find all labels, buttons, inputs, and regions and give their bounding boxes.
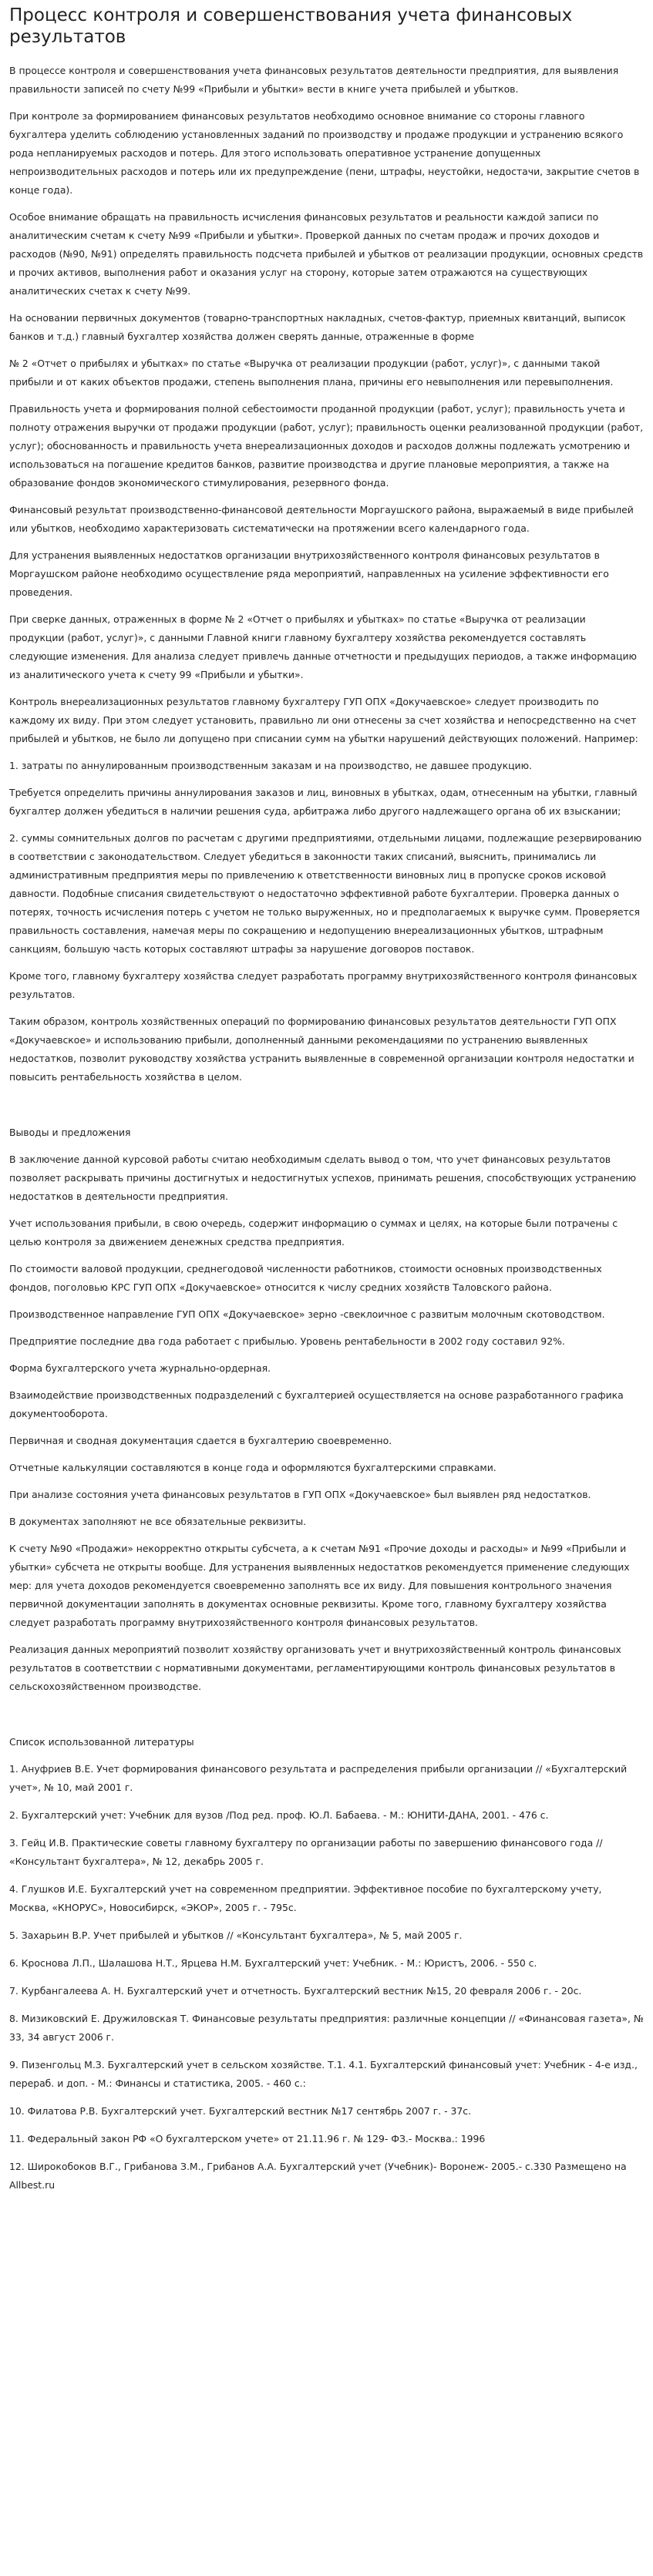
paragraph: Отчетные калькуляции составляются в конце года и оформляются бухгалтерскими справками.: [9, 1462, 496, 1473]
paragraph: К счету №90 «Продажи» некорректно открыты субсчета, а к счетам №91 «Прочие доходы и расходы» и №99 «Прибыли и убытки» субсчета не открыты вообще. Для устранения выявленных недостатков рекомендуется применение следующих мер: для учета доходов рекомендуется своевременно заполнять все их виду. Для повышения контрольного значения первичной документации заполнять в документах основные реквизиты. Кроме того, главному бухгалтеру хозяйства следует разработать программу внутрихозяйственного контроля финансовых результатов.: [9, 1543, 630, 1628]
paragraph: Взаимодействие производственных подразделений с бухгалтерией осуществляется на основе разработанного графика документооборота.: [9, 1389, 624, 1419]
paragraph: № 2 «Отчет о прибылях и убытках» по статье «Выручка от реализации продукции (работ, услуг)», с данными такой прибыли и от каких объектов продажи, степень выполнения плана, причины его невыполнения или перевыполнения.: [9, 358, 614, 388]
paragraph: Таким образом, контроль хозяйственных операций по формированию финансовых результатов деятельности ГУП ОПХ «Докучаевское» и использованию прибыли, дополненный данными рекомендациями по устранению выявленных недостатков, позволит руководству хозяйства устранить выявленные в современной организации контроля недостатки и повысить рентабельность хозяйства в целом.: [9, 1016, 634, 1083]
reference-item: 1. Ануфриев В.Е. Учет формирования финансового результата и распределения прибыли организации // «Бухгалтерский учет», № 10, май 2001 г.: [9, 1763, 628, 1793]
paragraph: При анализе состояния учета финансовых результатов в ГУП ОПХ «Докучаевское» был выявлен ряд недостатков.: [9, 1489, 591, 1500]
paragraph: Правильность учета и формирования полной себестоимости проданной продукции (работ, услуг); правильность учета и полноту отражения выручки от продажи продукции (работ, услуг); правильность оценки реализованной продукции (работ, услуг); обоснованность и правильность учета внереализационных доходов и расходов должны подлежать усмотрению и использоваться на погашение кредитов банков, развитие производства и другие плановые мероприятия, а также на образование фондов экономического стимулирования, резервного фонда.: [9, 403, 644, 489]
reference-item: 3. Гейц И.В. Практические советы главному бухгалтеру по организации работы по завершению финансового года // «Консультант бухгалтера», № 12, декабрь 2005 г.: [9, 1837, 603, 1867]
document-title: Процесс контроля и совершенствования учета финансовых результатов: [9, 5, 573, 47]
reference-item: 4. Глушков И.Е. Бухгалтерский учет на современном предприятии. Эффективное пособие по бухгалтерскому учету, Москва, «КНОРУС», Новосибирск, «ЭКОР», 2005 г. - 795с.: [9, 1883, 602, 1913]
paragraph: Для устранения выявленных недостатков организации внутрихозяйственного контроля финансовых результатов в Моргаушском районе необходимо осуществление ряда мероприятий, направленных на усиление эффективности его проведения.: [9, 549, 609, 598]
paragraph: Требуется определить причины аннулирования заказов и лиц, виновных в убытках, одам, отнесенным на убытки, главный бухгалтер должен убедиться в наличии решения суда, арбитража либо другого надлежащего органа об их взыскании;: [9, 787, 638, 817]
paragraph: Реализация данных мероприятий позволит хозяйству организовать учет и внутрихозяйственный контроль финансовых результатов в соответствии с нормативными документами, регламентирующими контроль финансовых результатов в сельскохозяйственном производстве.: [9, 1644, 621, 1692]
paragraph: Особое внимание обращать на правильность исчисления финансовых результатов и реальности каждой записи по аналитическим счетам к счету №99 «Прибыли и убытки». Проверкой данных по счетам продаж и прочих доходов и расходов (№90, №91) определять правильность подсчета прибылей и убытков от реализации продукции, основных средств и прочих активов, выполнения работ и оказания услуг на сторону, которые затем отражаются на существующих аналитических счетах к счету №99.: [9, 211, 644, 297]
reference-item: 6. Кроснова Л.П., Шалашова Н.Т., Ярцева Н.М. Бухгалтерский учет: Учебник. - М.: Юристъ, 2006. - 550 с.: [9, 1957, 537, 1969]
paragraph: Учет использования прибыли, в свою очередь, содержит информацию о суммах и целях, на которые были потрачены с целью контроля за движением денежных средства предприятия.: [9, 1217, 618, 1248]
reference-item: 10. Филатова Р.В. Бухгалтерский учет. Бухгалтерский вестник №17 сентябрь 2007 г. - 37с.: [9, 2105, 472, 2117]
reference-item: 5. Захарьин В.Р. Учет прибылей и убытков // «Консультант бухгалтера», № 5, май 2005 г.: [9, 1929, 463, 1941]
body-section: [9, 62, 644, 1086]
references-heading: Список использованной литературы: [9, 1736, 194, 1748]
paragraph: При сверке данных, отраженных в форме № 2 «Отчет о прибылях и убытках» по статье «Выручка от реализации продукции (работ, услуг)», с данными Главной книги главному бухгалтеру хозяйства рекомендуется составлять следующие изменения. Для анализа следует привлечь данные отчетности и предыдущих периодов, а также информацию из аналитического учета к счету 99 «Прибыли и убытки».: [9, 613, 637, 680]
reference-item: 9. Пизенгольц М.З. Бухгалтерский учет в сельском хозяйстве. Т.1. 4.1. Бухгалтерский финансовый учет: Учебник - 4-е изд., перераб. и доп. - М.: Финансы и статистика, 2005. - 460 с.:: [9, 2059, 638, 2089]
paragraph: Первичная и сводная документация сдается в бухгалтерию своевременно.: [9, 1435, 392, 1446]
reference-item: 7. Курбангалеева А. Н. Бухгалтерский учет и отчетность. Бухгалтерский вестник №15, 20 февраля 2006 г. - 20с.: [9, 1985, 582, 1997]
reference-item: 11. Федеральный закон РФ «О бухгалтерском учете» от 21.11.96 г. № 129- ФЗ.- Москва.: 1996: [9, 2133, 486, 2144]
conclusions-heading: Выводы и предложения: [9, 1127, 131, 1138]
reference-item: 8. Мизиковский Е. Дружиловская Т. Финансовые результаты предприятия: различные концепции // «Финансовая газета», № 33, 34 август 2006 г.: [9, 2013, 644, 2043]
paragraph: По стоимости валовой продукции, среднегодовой численности работников, стоимости основных производственных фондов, поголовью КРС ГУП ОПХ «Докучаевское» относится к числу средних хозяйств Таловского района.: [9, 1263, 602, 1293]
paragraph: Предприятие последние два года работает с прибылью. Уровень рентабельности в 2002 году составил 92%.: [9, 1335, 565, 1347]
reference-item: 12. Широкобоков В.Г., Грибанова З.М., Грибанов А.А. Бухгалтерский учет (Учебник)- Воронеж- 2005.- с.330 Размещено на Allbest.ru: [9, 2161, 627, 2191]
paragraph: В заключение данной курсовой работы считаю необходимым сделать вывод о том, что учет финансовых результатов позволяет раскрывать причины достигнутых и недостигнутых успехов, принимать решения, способствующих устранению недостатков в деятельности предприятия.: [9, 1154, 637, 1202]
paragraph: При контроле за формированием финансовых результатов необходимо основное внимание со стороны главного бухгалтера уделить соблюдению установленных заданий по производству и продаже продукции и устранению всякого рода непланируемых расходов и потерь. Для этого использовать оперативное устранение допущенных непроизводительных расходов и потерь или их предупреждение (пени, штрафы, неустойки, недостачи, закрытие счетов в конце года).: [9, 110, 640, 196]
paragraph: Кроме того, главному бухгалтеру хозяйства следует разработать программу внутрихозяйственного контроля финансовых результатов.: [9, 970, 638, 1000]
paragraph: Форма бухгалтерского учета журнально-ордерная.: [9, 1362, 271, 1374]
paragraph: Производственное направление ГУП ОПХ «Докучаевское» зерно -свеклоичное с развитым молочным скотоводством.: [9, 1308, 605, 1320]
reference-item: 2. Бухгалтерский учет: Учебник для вузов /Под ред. проф. Ю.Л. Бабаева. - М.: ЮНИТИ-ДАНА, 2001. - 476 с.: [9, 1809, 549, 1821]
references-section: [9, 1733, 644, 2195]
paragraph: Финансовый результат производственно-финансовой деятельности Моргаушского района, выражаемый в виде прибылей или убытков, необходимо характеризовать систематически на протяжении всего календарного года.: [9, 504, 634, 534]
paragraph: На основании первичных документов (товарно-транспортных накладных, счетов-фактур, приемных квитанций, выписок банков и т.д.) главный бухгалтер хозяйства должен сверять данные, отраженные в форме: [9, 312, 626, 342]
paragraph: 1. затраты по аннулированным производственным заказам и на производство, не давшее продукцию.: [9, 760, 532, 771]
paragraph: В процессе контроля и совершенствования учета финансовых результатов деятельности предприятия, для выявления правильности записей по счету №99 «Прибыли и убытки» вести в книге учета прибылей и убытков.: [9, 65, 619, 95]
paragraph: 2. суммы сомнительных долгов по расчетам с другими предприятиями, отдельными лицами, подлежащие резервированию в соответствии с законодательством. Следует убедиться в законности таких списаний, выяснить, принимались ли административным предприятия меры по привлечению к ответственности виновных лиц в пропуске сроков исковой давности. Подобные списания свидетельствуют о недостаточно эффективной работе бухгалтерии. Проверка данных о потерях, точность исчисления потерь с учетом не только выруженных, но и предполагаемых к выручке сумм. Проверяется правильность составления, намечая меры по сокращению и недопущению внереализационных убытков, штрафным санкциям, большую часть которых составляют штрафы за нарушение договоров поставок.: [9, 832, 642, 955]
paragraph: Контроль внереализационных результатов главному бухгалтеру ГУП ОПХ «Докучаевское» следует производить по каждому их виду. При этом следует установить, правильно ли они отнесены за счет хозяйства и непосредственно на счет прибылей и убытков, не было ли допущено при списании сумм на убытки нарушений действующих положений. Например:: [9, 696, 638, 744]
conclusions-section: [9, 1123, 644, 1696]
paragraph: В документах заполняют не все обязательные реквизиты.: [9, 1516, 307, 1527]
